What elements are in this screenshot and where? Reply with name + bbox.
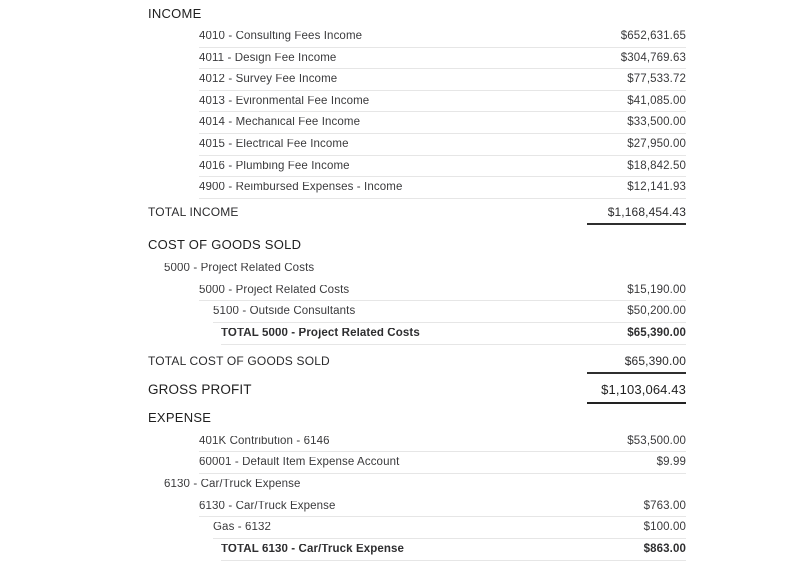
total-cost-of-goods-sold-row: [0, 348, 800, 375]
account-label: 4015 - Electrical Fee Income: [199, 139, 349, 151]
account-row[interactable]: [0, 48, 800, 70]
account-amount: $763.00: [643, 499, 686, 512]
account-amount: $12,141.93: [627, 181, 686, 194]
account-subtotal-row: [0, 323, 800, 345]
account-row[interactable]: [0, 134, 800, 156]
account-label: 4016 - Plumbing Fee Income: [199, 160, 350, 172]
account-amount: $41,085.00: [627, 94, 686, 107]
account-row[interactable]: [0, 431, 800, 453]
account-label: 4012 - Survey Fee Income: [199, 74, 338, 86]
section-header-income: [0, 0, 800, 26]
account-amount: $652,631.65: [620, 30, 686, 43]
account-amount: $100.00: [643, 521, 686, 534]
account-amount: $33,500.00: [627, 116, 686, 129]
account-group-row[interactable]: [0, 258, 800, 280]
account-row[interactable]: [0, 156, 800, 178]
total-label: TOTAL COST OF GOODS SOLD: [148, 355, 330, 368]
section-title: COST OF GOODS SOLD: [148, 237, 302, 253]
gross-profit-label: GROSS PROFIT: [148, 382, 252, 397]
account-amount: $77,533.72: [627, 73, 686, 86]
total-label: TOTAL INCOME: [148, 206, 239, 219]
account-row[interactable]: [0, 301, 800, 323]
total-income-row: [0, 199, 800, 226]
account-label: 4011 - Design Fee Income: [199, 52, 337, 64]
account-row[interactable]: [0, 69, 800, 91]
account-group-label: 6130 - Car/Truck Expense: [164, 478, 301, 490]
account-group-label: 5000 - Project Related Costs: [164, 263, 315, 274]
subtotal-amount: $863.00: [643, 542, 686, 555]
section-title: EXPENSE: [148, 410, 212, 426]
account-row[interactable]: [0, 26, 800, 48]
account-subtotal-row: [0, 539, 800, 561]
account-label: 4014 - Mechanical Fee Income: [199, 117, 361, 129]
section-title: INCOME: [148, 5, 202, 21]
account-row[interactable]: [0, 452, 800, 474]
account-row[interactable]: [0, 112, 800, 134]
account-row[interactable]: [0, 91, 800, 113]
account-label: 6130 - Car/Truck Expense: [199, 500, 336, 512]
section-header-expense: [0, 405, 800, 431]
account-amount: $15,190.00: [627, 283, 686, 296]
account-label: Gas - 6132: [213, 522, 272, 534]
account-amount: $9.99: [656, 456, 686, 469]
account-label: 5100 - Outside Consultants: [213, 306, 356, 318]
account-label: 5000 - Project Related Costs: [199, 284, 350, 296]
account-group-row[interactable]: [0, 474, 800, 496]
section-header-cost-of-goods-sold: [0, 232, 800, 258]
account-amount: $27,950.00: [627, 138, 686, 151]
subtotal-label: TOTAL 6130 - Car/Truck Expense: [221, 543, 405, 555]
subtotal-label: TOTAL 5000 - Project Related Costs: [221, 327, 420, 339]
account-amount: $53,500.00: [627, 434, 686, 447]
account-amount: $18,842.50: [627, 159, 686, 172]
account-amount: $50,200.00: [627, 305, 686, 318]
account-row[interactable]: [0, 517, 800, 539]
account-row[interactable]: [0, 177, 800, 199]
account-amount: $304,769.63: [620, 51, 686, 64]
account-label: 4013 - Evironmental Fee Income: [199, 95, 370, 107]
account-label: 401K Contribution - 6146: [199, 435, 330, 447]
subtotal-amount: $65,390.00: [627, 326, 686, 339]
account-label: 4010 - Consulting Fees Income: [199, 31, 363, 43]
account-row[interactable]: [0, 496, 800, 518]
gross-profit-row: [0, 375, 800, 405]
account-label: 60001 - Default Item Expense Account: [199, 457, 400, 469]
total-amount: $65,390.00: [624, 354, 686, 369]
gross-profit-amount: $1,103,064.43: [601, 382, 686, 398]
total-amount: $1,168,454.43: [607, 205, 686, 220]
account-label: 4900 - Reimbursed Expenses - Income: [199, 182, 403, 194]
account-row[interactable]: [0, 280, 800, 302]
